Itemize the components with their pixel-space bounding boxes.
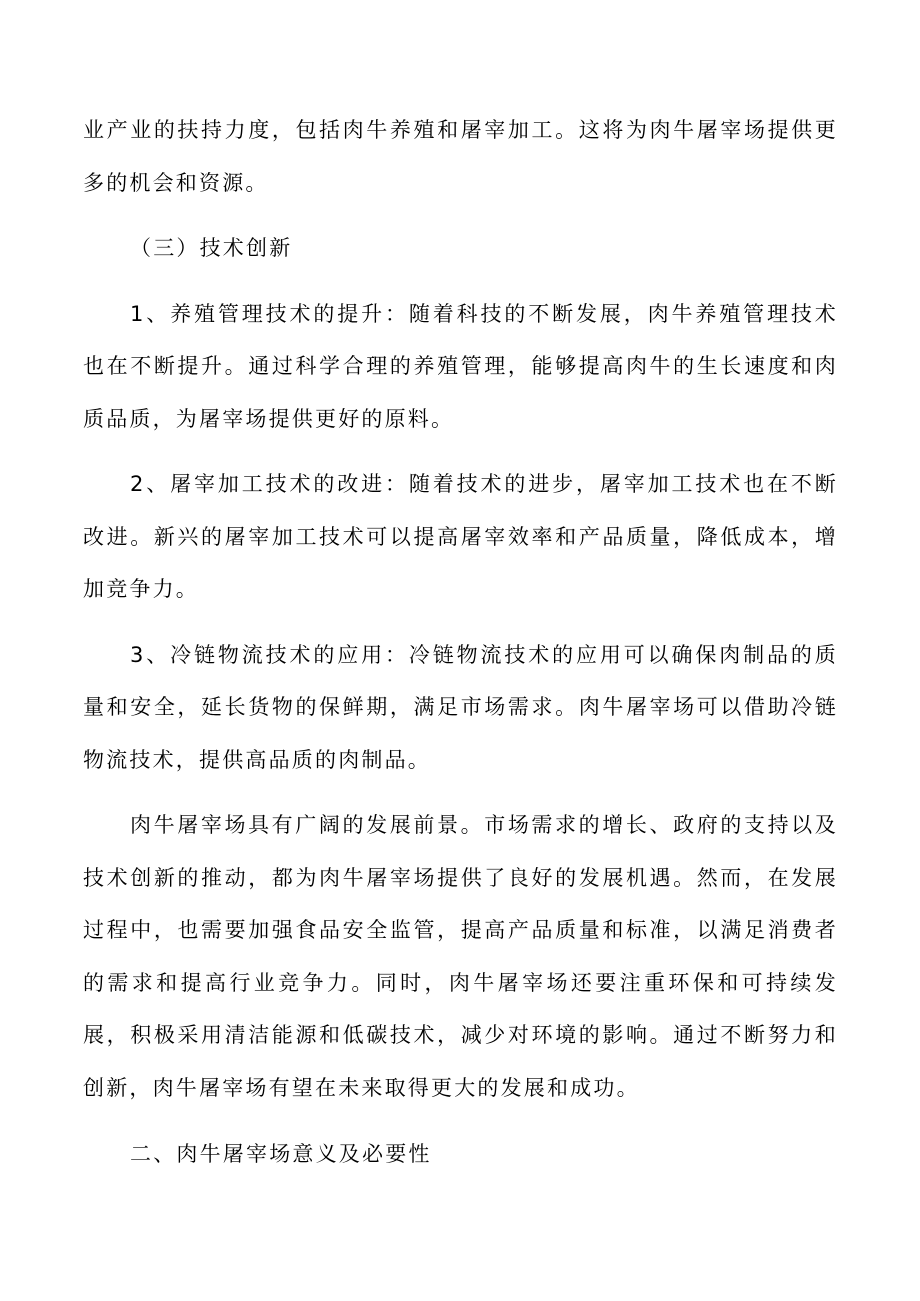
paragraph-cold-chain: 3、冷链物流技术的应用：冷链物流技术的应用可以确保肉制品的质量和安全，延长货物的保鲜期，满足市场需求。肉牛屠宰场可以借助冷链物流技术，提供高品质的肉制品。 (83, 642, 838, 772)
section-heading-significance: 二、肉牛屠宰场意义及必要性 (130, 1142, 432, 1166)
paragraph-outlook: 肉牛屠宰场具有广阔的发展前景。市场需求的增长、政府的支持以及技术创新的推动，都为肉牛屠宰场提供了良好的发展机遇。然而，在发展过程中，也需要加强食品安全监管，提高产品质量和标准，以满足消费者的需求和提高行业竞争力。同时，肉牛屠宰场还要注重环保和可持续发展，积极采用清洁能源和低碳技术，减少对环境的影响。通过不断努力和创新，肉牛屠宰场有望在未来取得更大的发展和成功。 (83, 813, 838, 1100)
document-body (83, 104, 838, 1194)
paragraph-breeding-tech: 1、养殖管理技术的提升：随着科技的不断发展，肉牛养殖管理技术也在不断提升。通过科学合理的养殖管理，能够提高肉牛的生长速度和肉质品质，为屠宰场提供更好的原料。 (83, 301, 838, 431)
subheading-tech-innovation: （三）技术创新 (130, 236, 293, 260)
paragraph-processing-tech: 2、屠宰加工技术的改进：随着技术的进步，屠宰加工技术也在不断改进。新兴的屠宰加工技术可以提高屠宰效率和产品质量，降低成本，增加竞争力。 (83, 472, 838, 601)
paragraph-continuation: 业产业的扶持力度，包括肉牛养殖和屠宰加工。这将为肉牛屠宰场提供更多的机会和资源。 (83, 118, 838, 195)
